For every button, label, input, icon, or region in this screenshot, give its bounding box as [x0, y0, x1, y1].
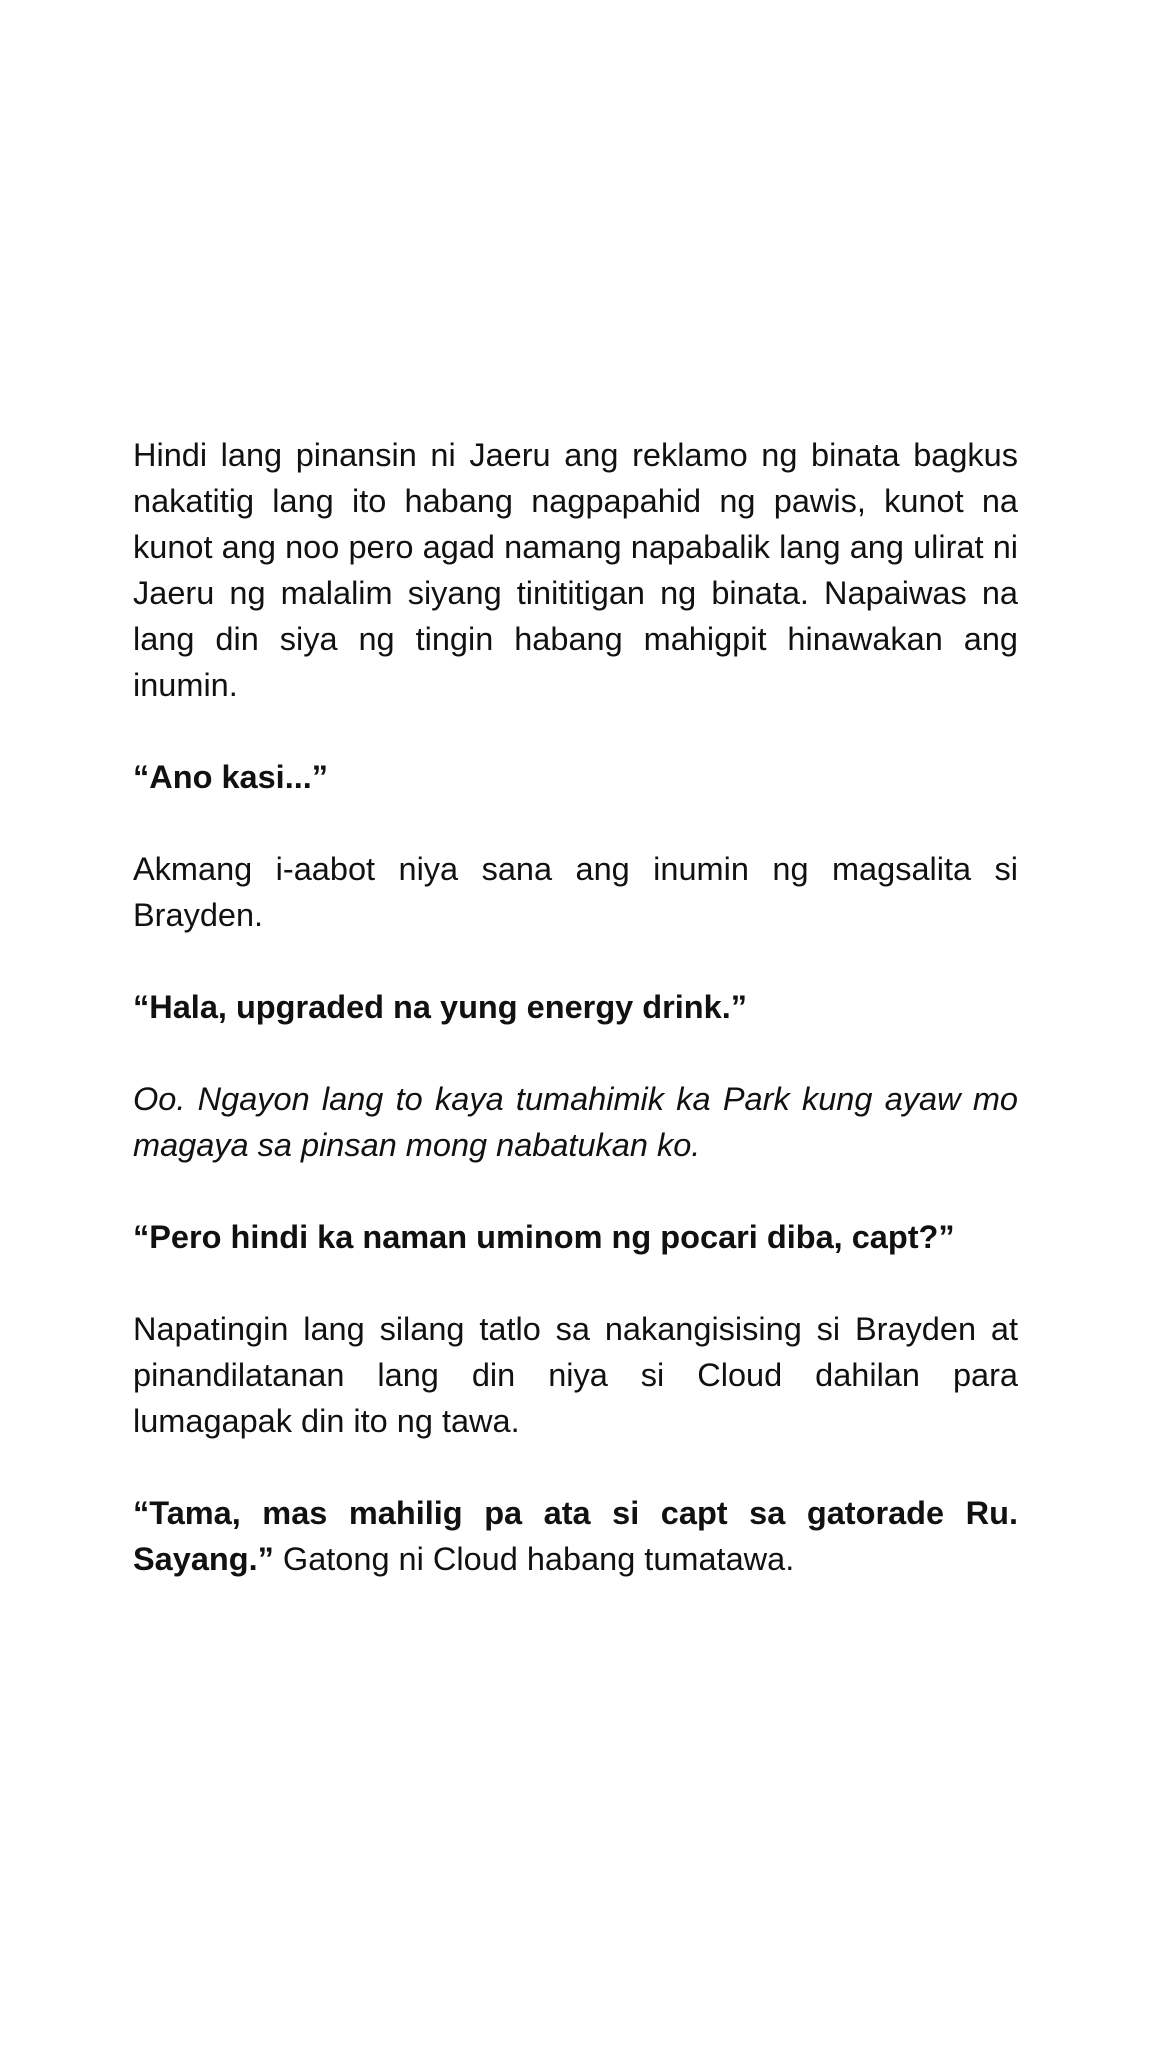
document-page: [133, 432, 1018, 1628]
dialogue-tag: Gatong ni Cloud habang tumatawa.: [273, 1541, 795, 1577]
dialogue-line: “Hala, upgraded na yung energy drink.”: [133, 989, 748, 1025]
dialogue-line: “Tama, mas mahilig pa ata si capt sa gatorade Ru. Sayang.”: [133, 1495, 1018, 1577]
narration-paragraph: Akmang i-aabot niya sana ang inumin ng magsalita si Brayden.: [133, 851, 1018, 933]
inner-thought-paragraph: Oo. Ngayon lang to kaya tumahimik ka Park kung ayaw mo magaya sa pinsan mong nabatukan ko.: [133, 1081, 1018, 1163]
dialogue-with-tag-paragraph: [133, 1490, 1018, 1582]
dialogue-line: “Pero hindi ka naman uminom ng pocari diba, capt?”: [133, 1219, 955, 1255]
dialogue-line: “Ano kasi...”: [133, 759, 329, 795]
narration-paragraph: Napatingin lang silang tatlo sa nakangisising si Brayden at pinandilatanan lang din niya si Cloud dahilan para lumagapak din ito ng tawa.: [133, 1311, 1018, 1439]
narration-paragraph: Hindi lang pinansin ni Jaeru ang reklamo ng binata bagkus nakatitig lang ito habang nagpapahid ng pawis, kunot na kunot ang noo pero agad namang napabalik lang ang ulirat ni Jaeru ng malalim siyang tinititigan ng binata. Napaiwas na lang din siya ng tingin habang mahigpit hinawakan ang inumin.: [133, 437, 1018, 703]
